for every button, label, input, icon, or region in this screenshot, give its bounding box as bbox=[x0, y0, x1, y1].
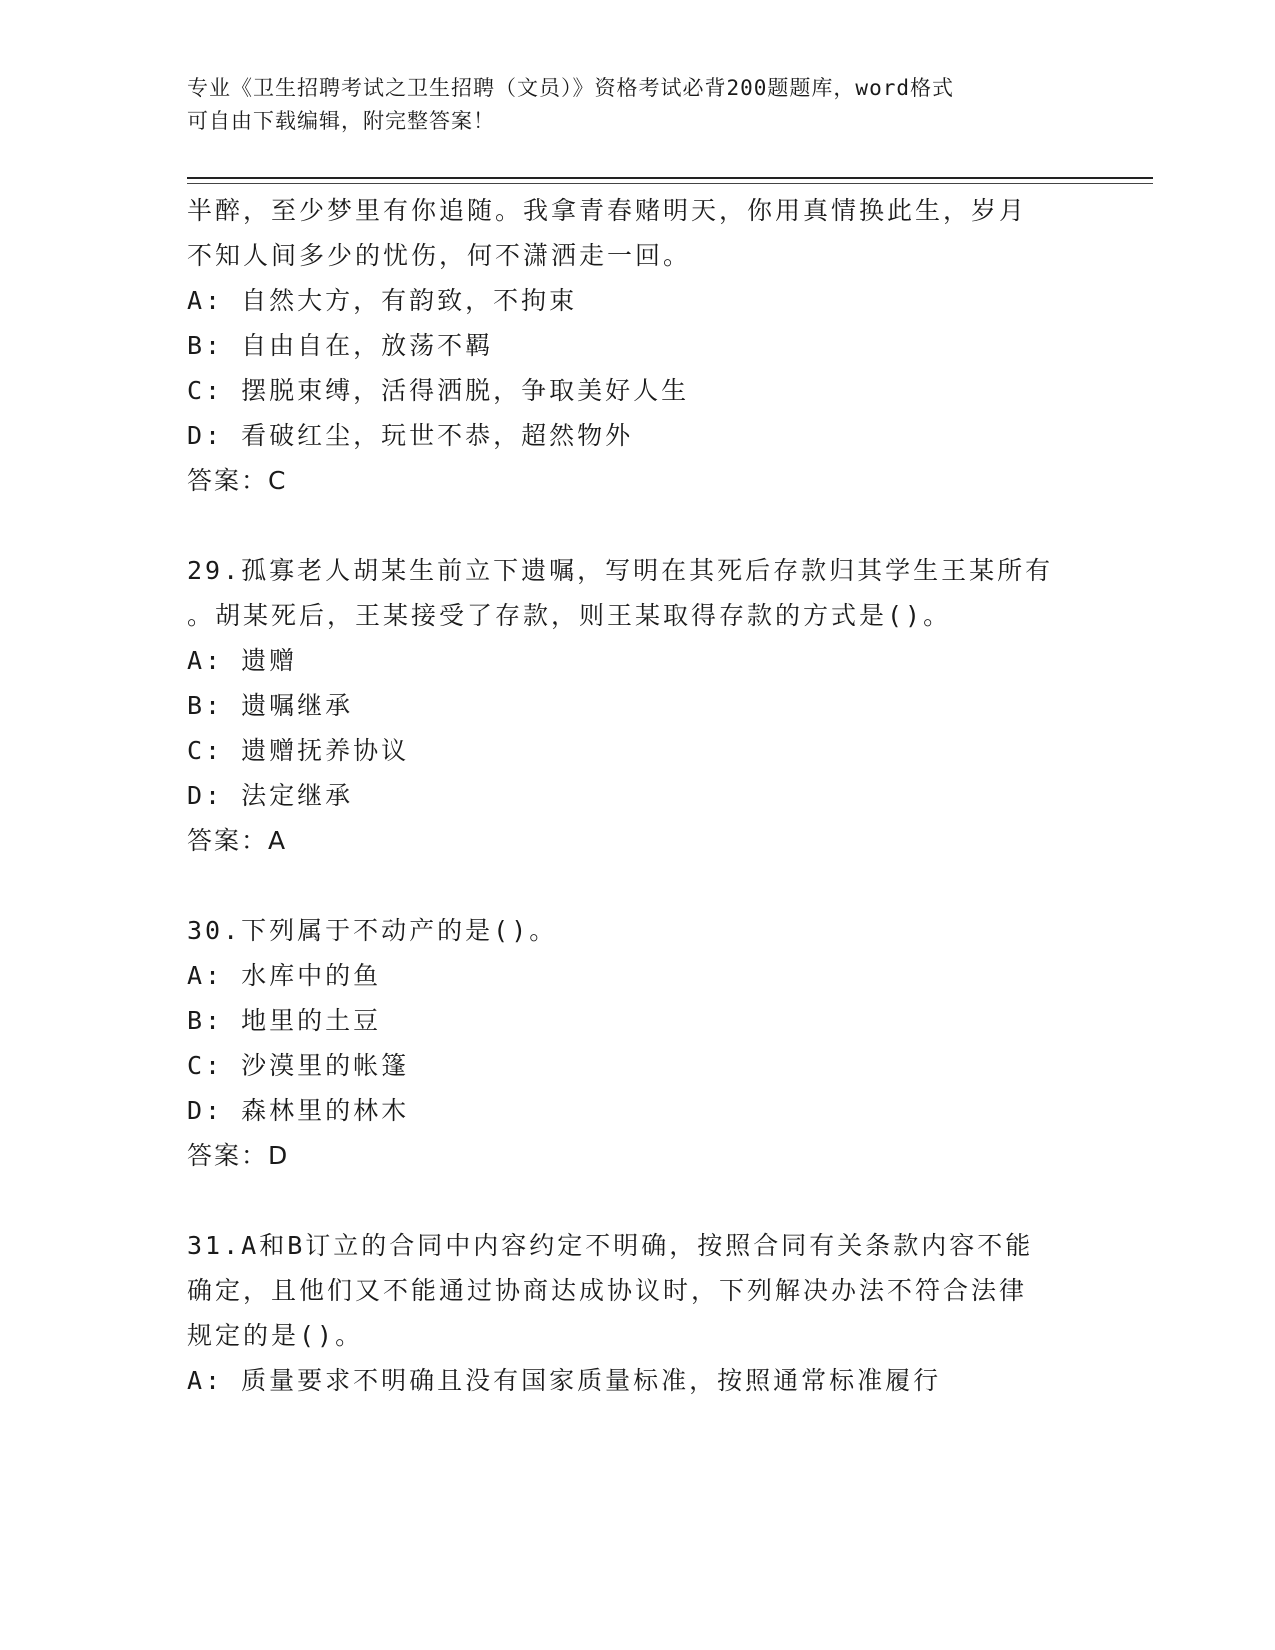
header-title-line-1: 专业《卫生招聘考试之卫生招聘（文员）》资格考试必背200题题库，word格式 bbox=[187, 76, 954, 100]
question-text: 30.下列属于不动产的是()。 bbox=[187, 916, 558, 945]
question-29 bbox=[187, 548, 1107, 863]
option-b: B: 自由自在，放荡不羁 bbox=[187, 331, 494, 360]
option-b: B: 地里的土豆 bbox=[187, 1006, 382, 1035]
option-b: B: 遗嘱继承 bbox=[187, 691, 354, 720]
option-d: D: 森林里的林木 bbox=[187, 1096, 410, 1125]
document-header bbox=[187, 72, 1087, 138]
question-30 bbox=[187, 908, 1107, 1178]
header-title-line-2: 可自由下载编辑，附完整答案！ bbox=[187, 109, 495, 133]
option-a: A: 自然大方，有韵致，不拘束 bbox=[187, 286, 578, 315]
question-text: 规定的是()。 bbox=[187, 1321, 364, 1350]
option-a: A: 水库中的鱼 bbox=[187, 961, 382, 990]
question-text: 31.A和B订立的合同中内容约定不明确，按照合同有关条款内容不能 bbox=[187, 1231, 1034, 1260]
answer-line: 答案：A bbox=[187, 826, 288, 855]
option-a: A: 质量要求不明确且没有国家质量标准，按照通常标准履行 bbox=[187, 1366, 942, 1395]
question-31 bbox=[187, 1223, 1107, 1403]
option-a: A: 遗赠 bbox=[187, 646, 298, 675]
question-text: 半醉，至少梦里有你追随。我拿青春赌明天，你用真情换此生，岁月 bbox=[187, 196, 1028, 225]
question-list bbox=[187, 188, 1107, 1403]
option-d: D: 法定继承 bbox=[187, 781, 354, 810]
question-text: 不知人间多少的忧伤，何不潇洒走一回。 bbox=[187, 241, 692, 270]
option-c: C: 沙漠里的帐篷 bbox=[187, 1051, 410, 1080]
answer-line: 答案：D bbox=[187, 1141, 290, 1170]
option-d: D: 看破红尘，玩世不恭，超然物外 bbox=[187, 421, 634, 450]
header-divider-thin bbox=[187, 183, 1153, 184]
option-c: C: 遗赠抚养协议 bbox=[187, 736, 410, 765]
question-text: 。胡某死后，王某接受了存款，则王某取得存款的方式是()。 bbox=[187, 601, 952, 630]
question-text: 确定，且他们又不能通过协商达成协议时，下列解决办法不符合法律 bbox=[187, 1276, 1028, 1305]
answer-line: 答案：C bbox=[187, 466, 288, 495]
question-28-continued bbox=[187, 188, 1107, 503]
option-c: C: 摆脱束缚，活得洒脱，争取美好人生 bbox=[187, 376, 690, 405]
header-divider-thick bbox=[187, 177, 1153, 179]
question-text: 29.孤寡老人胡某生前立下遗嘱，写明在其死后存款归其学生王某所有 bbox=[187, 556, 1054, 585]
